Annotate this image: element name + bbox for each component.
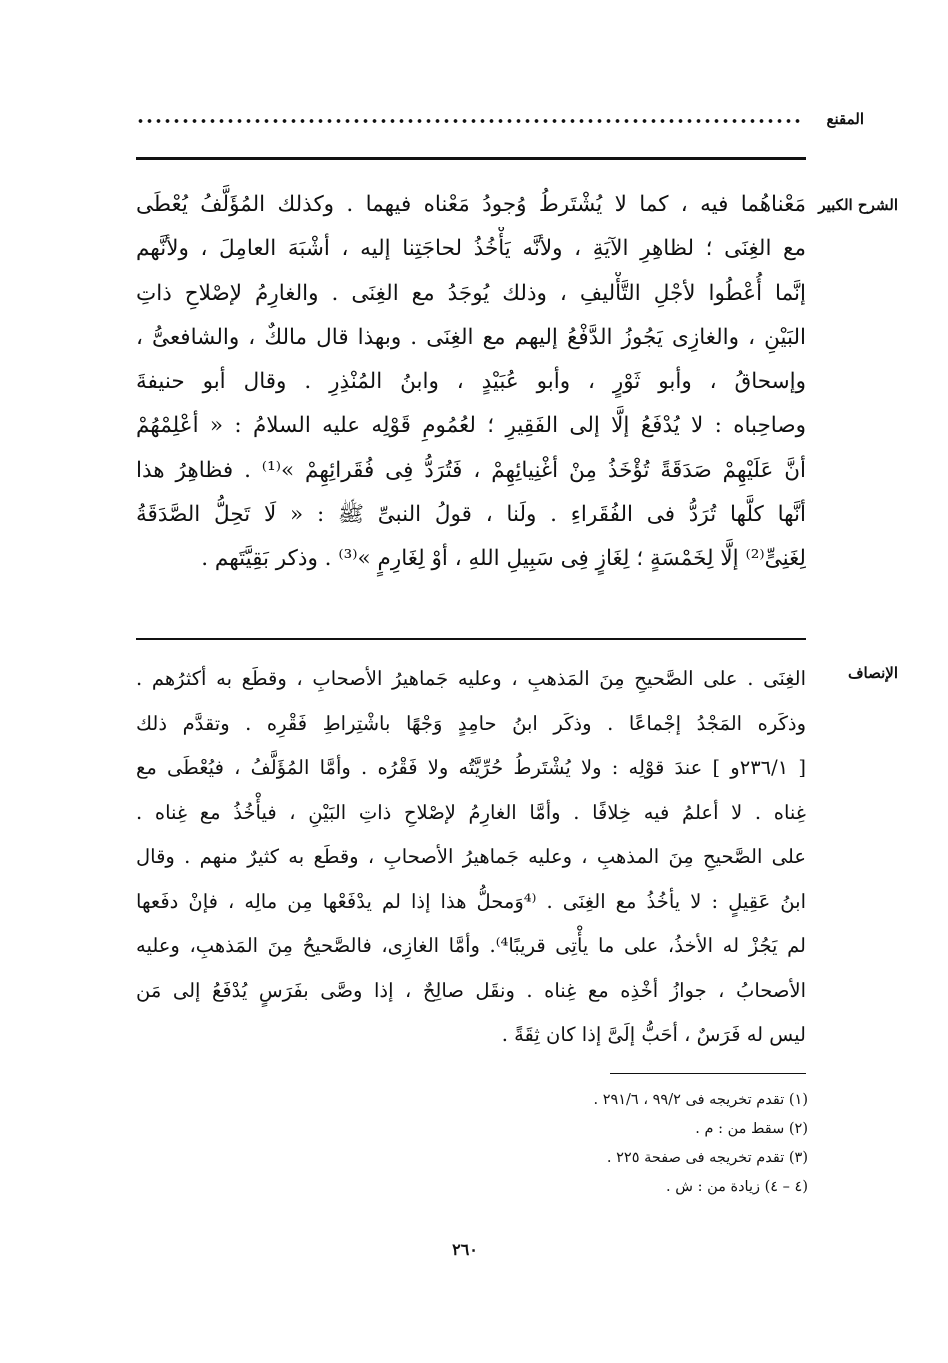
insaf-line: [ ٢٣٦/١و ] عندَ قوْلِه : ولا يُشْتَرطُ حُرِّيَّتُه ولا فَقْرُه . وأمَّا المُؤَلَّفُ ، فيُعْطَى مع	[136, 756, 806, 779]
sharh-line: مع الغِنَى ؛ لظاهِرِ الآيَةِ ، ولأنَّه يَأْخُذُ لحاجَتِنا إليه ، أشْبَهَ العامِلَ ، ولأنَّهم	[136, 236, 806, 262]
page-number: ٢٦٠	[452, 1240, 478, 1259]
sharh-line: وصاحِباه : لا يُدْفَعُ إلَّا إلى الفَقِيرِ ؛ لعُمُومِ قَوْلِه عليه السلامُ : « أعْلِمْهُمْ	[136, 413, 806, 439]
insaf-line: الأصحابُ ، جوازُ أخْذِه مع غِناه . ونقَل صالِحٌ ، إذا وصَّى بفَرَسٍ يُدْفَعُ إلى مَن	[136, 978, 806, 1002]
insaf-line: على الصَّحيحِ مِنَ المذهبِ ، وعليه جَماهيرُ الأصحابِ ، وقطَع به كثيرٌ منهم . وقال	[136, 845, 806, 868]
insaf-line: ابنُ عَقِيلٍ : لا يأخُذُ مع الغِنَى . ⁽⁴وَمحلُّ هذا إذا لم يدْفَعْها مِن مالِه ، فإنْ دفَعها	[136, 889, 806, 913]
running-header-title: المقنع	[826, 110, 864, 128]
section-divider	[136, 638, 806, 640]
header-rule	[136, 157, 806, 160]
footnote-divider	[610, 1073, 806, 1074]
footnote: (٢) سقط من : م .	[695, 1121, 808, 1137]
sharh-line: مَعْناهُما فيه ، كما لا يُشْتَرطُ وُجودُ مَعْناه فيهما . وكذلك المُؤَلَّفُ يُعْطَى	[136, 192, 806, 217]
footnotes	[308, 1086, 808, 1202]
footnote: (٤ – ٤) زيادة من : ش .	[666, 1179, 808, 1195]
insaf-line: لم يَجُزْ له الأخذُ، على ما يأْتِى قريبًا⁴⁾. وأمَّا الغازِى، فالصَّحيحُ مِنَ المَذهبِ، وعليه	[136, 934, 806, 957]
sharh-line: إنَّما أُعْطُوا لأجْلِ التَّأْليفِ ، وذلك يُوجَدُ مع الغِنَى . والغارِمُ لإصْلاحِ ذاتِ	[136, 280, 806, 306]
insaf-line: غِناه . لا أعلمُ فيه خِلافًا . وأمَّا الغارِمُ لإصْلاحِ ذاتِ البَيْنِ ، فيأْخُذُ مع غِناه .	[136, 800, 806, 824]
sharh-line: أنَّها كلَّها تُرَدُّ فى الفُقَراءِ . ولَنا ، قولُ النبىِّ ﷺ : « لَا تَحِلُّ الصَّدَقَةُ	[136, 502, 806, 528]
insaf-line: الغِنَى . على الصَّحيحِ مِنَ المَذهبِ ، وعليه جَماهيرُ الأصحابِ ، وقطَع به أكثرُهم .	[136, 667, 806, 690]
sharh-side-label: الشرح الكبير	[818, 196, 898, 214]
footnote: (١) تقدم تخريجه فى ٩٩/٢ ، ٢٩١/٦ .	[593, 1092, 808, 1108]
sharh-line: أنَّ عَلَيْهِمْ صَدَقَةً تُؤْخَذُ مِنْ أغْنِيائِهِمْ ، فَتُرَدُّ فِى فُقَرائِهِمْ »⁽¹⁾ . فظاهِرُ هذا	[136, 457, 806, 483]
header-dotted-leader	[136, 118, 801, 124]
insaf-side-label: الإنصاف	[847, 664, 898, 682]
sharh-line: لِغَنِىٍّ⁽²⁾ إلَّا لِخَمْسَةٍ ؛ لِغَازٍ فِى سَبِيلِ اللهِ ، أوْ لِغَارِمٍ »⁽³⁾ . وذكر بَقِيَّتَهم .	[201, 546, 806, 572]
sharh-line: البَيْنِ ، والغازِى يَجُوزُ الدَّفْعُ إليهم مع الغِنَى . وبهذا قال مالكٌ ، والشافعىُّ ،	[136, 324, 806, 350]
sharh-text-block	[136, 183, 806, 582]
footnote: (٣) تقدم تخريجه فى صفحة ٢٢٥ .	[606, 1150, 808, 1166]
insaf-line: ليس له فَرَسٌ ، أحَبُّ إلَىَّ إذا كان ثِقَةً .	[501, 1023, 806, 1046]
insaf-text-block	[136, 657, 806, 1058]
sharh-line: وإسحاقُ ، وأبو ثَوْرٍ ، وأبو عُبَيْدٍ ، وابنُ المُنْذِرِ . وقال أبو حنيفةَ	[136, 369, 806, 395]
insaf-line: وذكَره المَجْدُ إجْماعًا . وذكَر ابنُ حامِدٍ وَجْهًا باشْتِراطِ فَقْرِه . وتقدَّم ذلك	[136, 711, 806, 735]
